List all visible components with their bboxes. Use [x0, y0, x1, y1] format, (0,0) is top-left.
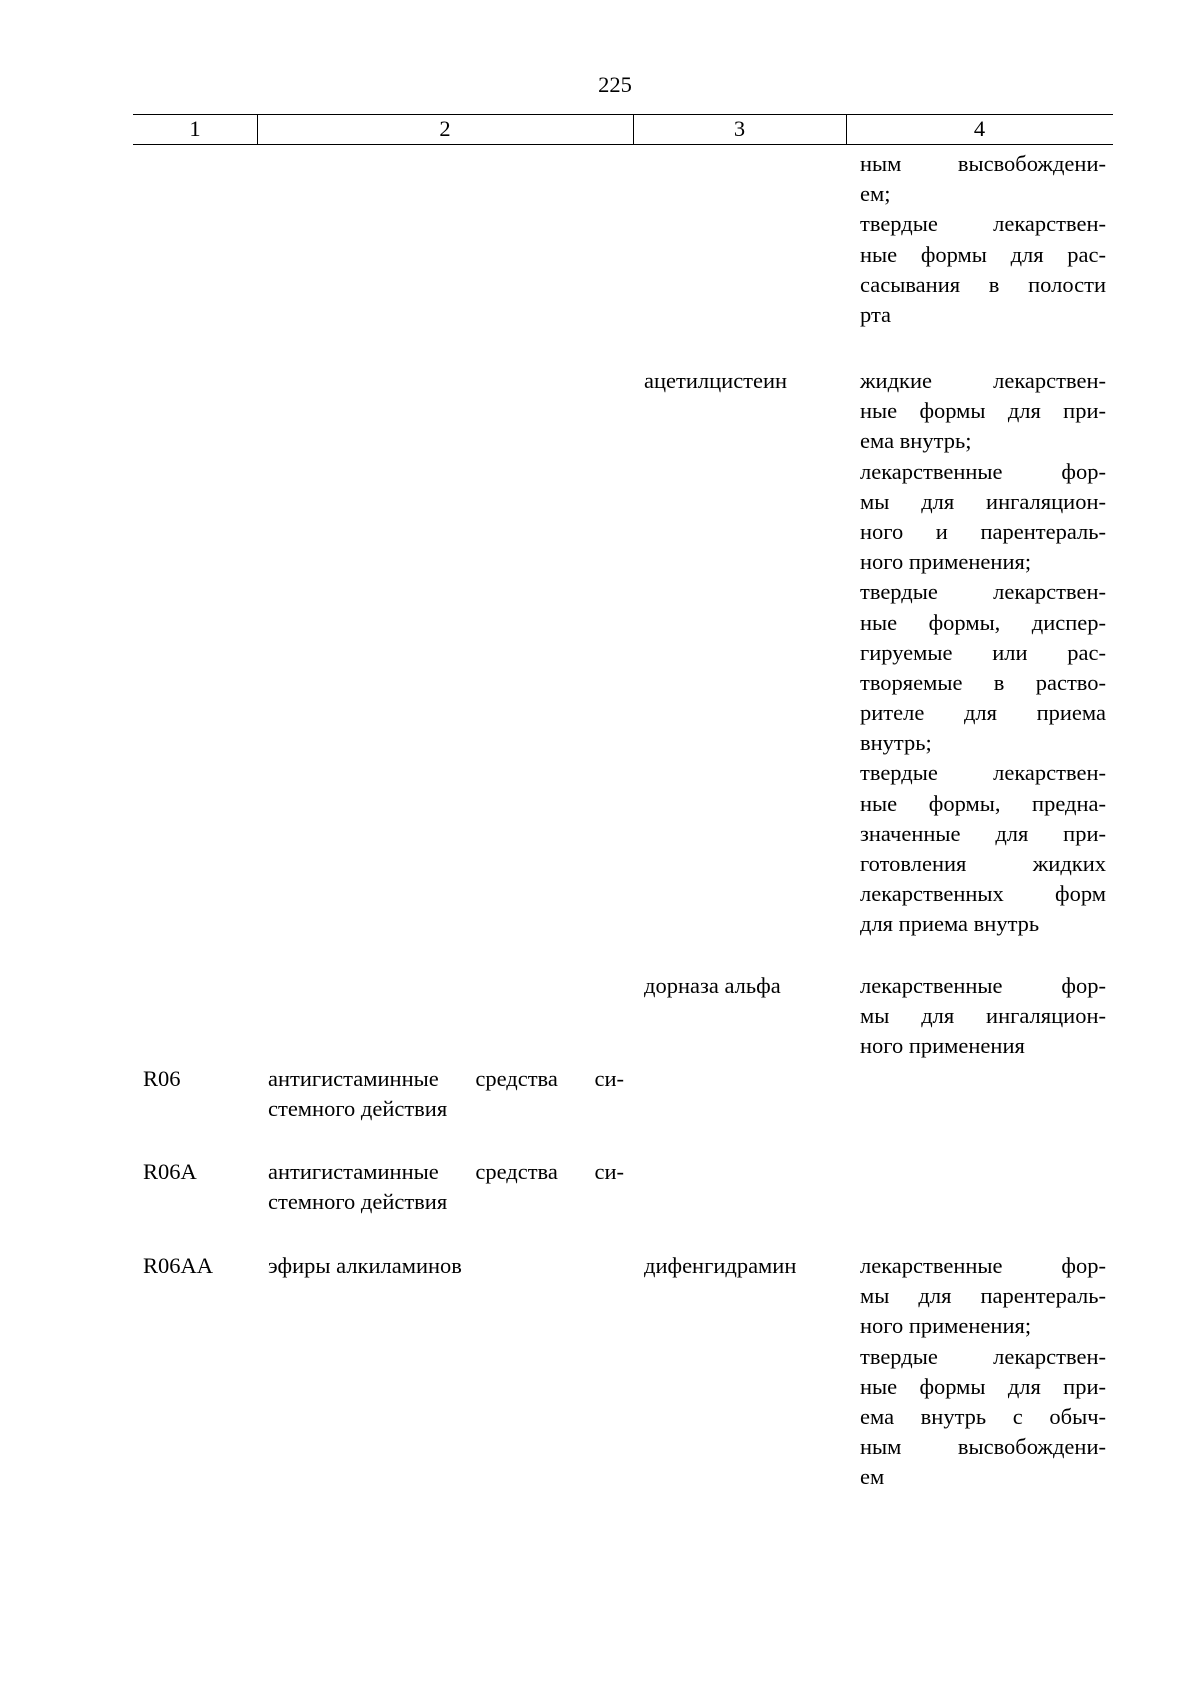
- header-col-3: 3: [733, 116, 746, 141]
- forms-line: ным высвобождени-: [860, 1434, 1106, 1460]
- header-col-4: 4: [973, 116, 986, 141]
- atc-code: R06: [143, 1066, 181, 1091]
- forms-line: ным высвобождени-: [860, 151, 1106, 176]
- forms-line: сасывания в полости: [860, 271, 1106, 297]
- forms-line: ем;: [860, 181, 891, 207]
- atc-group: [268, 1157, 624, 1217]
- forms-line: мы для ингаляцион-: [860, 488, 1106, 514]
- atc-group: [268, 1064, 624, 1124]
- forms-line: твердые лекарствен-: [860, 211, 1106, 237]
- forms-line: ные формы, диспер-: [860, 609, 1106, 635]
- page-number: 225: [598, 72, 632, 97]
- forms-line: ные формы, предна-: [860, 790, 1106, 816]
- forms-line: твердые лекарствен-: [860, 760, 1106, 786]
- drug-name: дифенгидрамин: [644, 1253, 797, 1278]
- header-col-2: 2: [439, 116, 451, 141]
- table-header: [133, 114, 1113, 145]
- forms-line: рта: [860, 301, 892, 327]
- forms-line: ные формы для при-: [860, 1373, 1106, 1399]
- forms-line: готовления жидких: [860, 851, 1106, 876]
- forms-line: лекарственные фор-: [860, 973, 1106, 998]
- forms-line: ного применения;: [860, 1313, 1032, 1339]
- group-line: антигистаминные средства си-: [268, 1066, 624, 1091]
- atc-group: эфиры алкиламинов: [268, 1253, 462, 1278]
- drug-name: ацетилцистеин: [644, 368, 788, 393]
- forms-line: внутрь;: [860, 730, 932, 756]
- forms-line: лекарственных форм: [860, 881, 1106, 907]
- forms-line: твердые лекарствен-: [860, 579, 1106, 605]
- forms-line: лекарственные фор-: [860, 458, 1106, 484]
- continued-forms: [860, 149, 1106, 330]
- dosage-forms: [860, 366, 1106, 940]
- forms-line: для приема внутрь: [860, 911, 1040, 937]
- forms-line: мы для парентераль-: [860, 1283, 1106, 1309]
- drug-name: дорназа альфа: [644, 973, 781, 998]
- forms-line: ема внутрь;: [860, 428, 972, 454]
- forms-line: гируемые или рас-: [860, 639, 1106, 665]
- atc-code: R06A: [143, 1159, 197, 1184]
- forms-line: ем: [860, 1464, 885, 1490]
- forms-line: лекарственные фор-: [860, 1253, 1106, 1278]
- forms-line: ного и парентераль-: [860, 518, 1106, 544]
- atc-code: R06AA: [143, 1253, 214, 1278]
- forms-line: творяемые в раство-: [860, 669, 1106, 695]
- forms-line: рителе для приема: [860, 700, 1106, 726]
- forms-line: жидкие лекарствен-: [860, 368, 1106, 393]
- dosage-forms: [860, 1251, 1106, 1493]
- dosage-forms: [860, 971, 1106, 1062]
- group-line: стемного действия: [268, 1096, 448, 1122]
- forms-line: мы для ингаляцион-: [860, 1003, 1106, 1029]
- forms-line: ного применения: [860, 1033, 1025, 1059]
- group-line: антигистаминные средства си-: [268, 1159, 624, 1184]
- header-col-1: 1: [189, 116, 201, 141]
- forms-line: значенные для при-: [860, 820, 1106, 846]
- forms-line: ные формы для при-: [860, 398, 1106, 424]
- group-line: стемного действия: [268, 1189, 448, 1215]
- forms-line: ные формы для рас-: [860, 241, 1106, 267]
- forms-line: ного применения;: [860, 549, 1032, 575]
- forms-line: ема внутрь с обыч-: [860, 1403, 1106, 1429]
- forms-line: твердые лекарствен-: [860, 1343, 1106, 1369]
